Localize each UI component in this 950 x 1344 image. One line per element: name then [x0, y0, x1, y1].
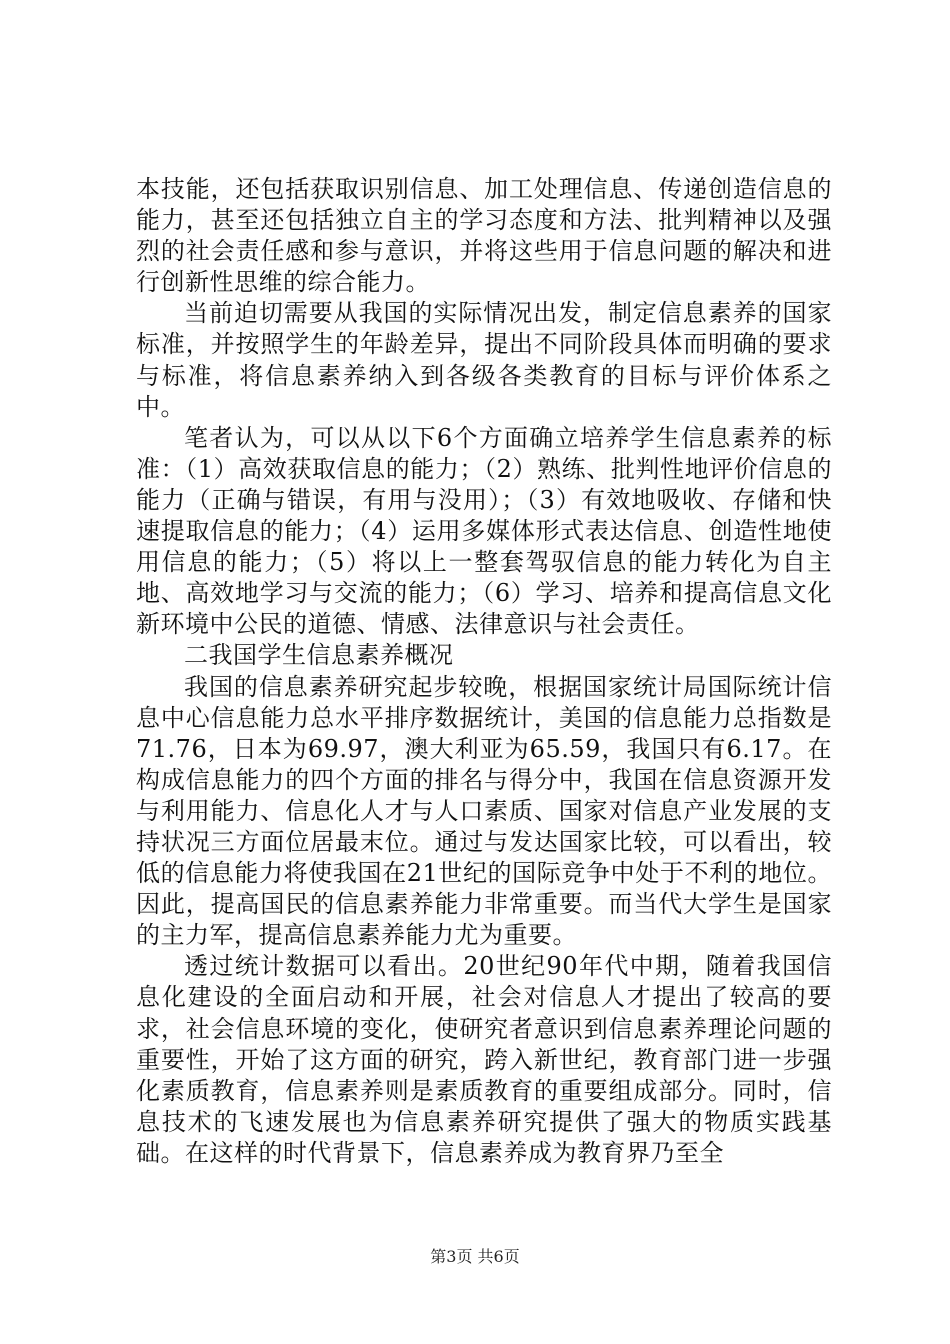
page-footer: 第3页 共6页	[430, 1247, 520, 1266]
paragraph-six-standards: 笔者认为，可以从以下6个方面确立培养学生信息素养的标准：（1）高效获取信息的能力；（2）熟练、批判性地评价信息的能力（正确与错误，有用与没用）；（3）有效地吸收、存储和快速提取信息的能力；（4）运用多媒体形式表达信息、创造性地使用信息的能力；（5）将以上一整套驾驭信息的能力转化为自主地、高效地学习与交流的能力；（6）学习、培养和提高信息文化新环境中公民的道德、情感、法律意识与社会责任。	[136, 423, 832, 639]
paragraph-national-standard: 当前迫切需要从我国的实际情况出发，制定信息素养的国家标准，并按照学生的年龄差异，提出不同阶段具体而明确的要求与标准，将信息素养纳入到各级各类教育的目标与评价体系之中。	[136, 299, 832, 421]
paragraph-continuation: 本技能，还包括获取识别信息、加工处理信息、传递创造信息的能力，甚至还包括独立自主的学习态度和方法、批判精神以及强烈的社会责任感和参与意识，并将这些用于信息问题的解决和进行创新性思维的综合能力。	[136, 175, 832, 297]
document-body	[136, 174, 832, 1169]
paragraph-background: 透过统计数据可以看出。20世纪90年代中期，随着我国信息化建设的全面启动和开展，社会对信息人才提出了较高的要求，社会信息环境的变化，使研究者意识到信息素养理论问题的重要性，开始了这方面的研究，跨入新世纪，教育部门进一步强化素质教育，信息素养则是素质教育的重要组成部分。同时，信息技术的飞速发展也为信息素养研究提供了强大的物质实践基础。在这样的时代背景下，信息素养成为教育界乃至全	[136, 952, 832, 1167]
paragraph-statistics: 我国的信息素养研究起步较晚，根据国家统计局国际统计信息中心信息能力总水平排序数据统计，美国的信息能力总指数是71.76，日本为69.97，澳大利亚为65.59，我国只有6.17。在构成信息能力的四个方面的排名与得分中，我国在信息资源开发与利用能力、信息化人才与人口素质、国家对信息产业发展的支持状况三方面位居最末位。通过与发达国家比较，可以看出，较低的信息能力将使我国在21世纪的国际竞争中处于不利的地位。因此，提高国民的信息素养能力非常重要。而当代大学生是国家的主力军，提高信息素养能力尤为重要。	[136, 672, 832, 950]
section-heading: 二我国学生信息素养概况	[184, 641, 454, 670]
